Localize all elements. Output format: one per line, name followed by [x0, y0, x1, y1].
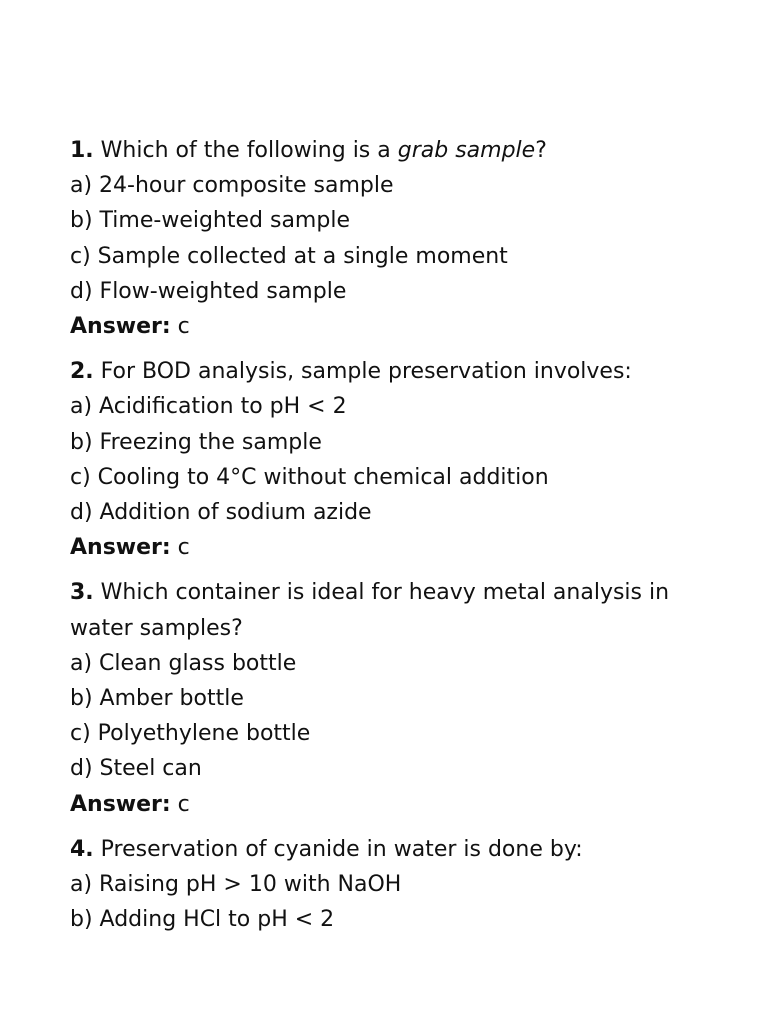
option-c: c) Cooling to 4°C without chemical addition [70, 464, 549, 490]
option-a: a) Clean glass bottle [70, 650, 297, 676]
option-c: c) Sample collected at a single moment [70, 243, 508, 269]
question-1 [70, 133, 710, 344]
question-4-prompt [70, 832, 710, 867]
answer-label: Answer: [70, 314, 171, 340]
option-d: d) Steel can [70, 756, 202, 782]
answer-value: c [170, 791, 190, 817]
answer-line [70, 309, 710, 344]
option-a: a) 24-hour composite sample [70, 173, 394, 199]
option-d: d) Flow-weighted sample [70, 278, 347, 304]
question-text-end: ? [535, 138, 547, 163]
option-b: b) Amber bottle [70, 686, 244, 712]
answer-label: Answer: [70, 535, 171, 561]
answer-line [70, 787, 710, 822]
answer-value: c [170, 535, 190, 561]
question-3-prompt [70, 575, 710, 645]
answer-label: Answer: [70, 791, 171, 817]
question-number: 3. [70, 580, 94, 606]
question-2 [70, 354, 710, 565]
question-4 [70, 832, 710, 938]
option-c: c) Polyethylene bottle [70, 721, 311, 747]
question-number: 1. [70, 138, 94, 163]
option-b: b) Freezing the sample [70, 429, 322, 455]
question-3 [70, 575, 710, 821]
option-a: a) Raising pH > 10 with NaOH [70, 872, 402, 898]
option-a: a) Acidification to pH < 2 [70, 394, 347, 420]
question-1-prompt [70, 133, 710, 168]
question-text: Preservation of cyanide in water is done by: [93, 836, 583, 862]
question-number: 2. [70, 359, 94, 385]
option-b: b) Adding HCl to pH < 2 [70, 907, 335, 933]
document-page [70, 133, 710, 947]
question-text: Which container is ideal for heavy metal analysis in water samples? [70, 580, 670, 641]
question-text: For BOD analysis, sample preservation involves: [93, 359, 632, 385]
answer-value: c [170, 314, 190, 340]
option-b: b) Time-weighted sample [70, 208, 350, 234]
answer-line [70, 530, 710, 565]
question-text-italic: grab sample [397, 138, 536, 163]
question-number: 4. [70, 836, 94, 862]
option-d: d) Addition of sodium azide [70, 500, 372, 526]
question-text: Which of the following is a [93, 138, 398, 163]
question-2-prompt [70, 354, 710, 389]
